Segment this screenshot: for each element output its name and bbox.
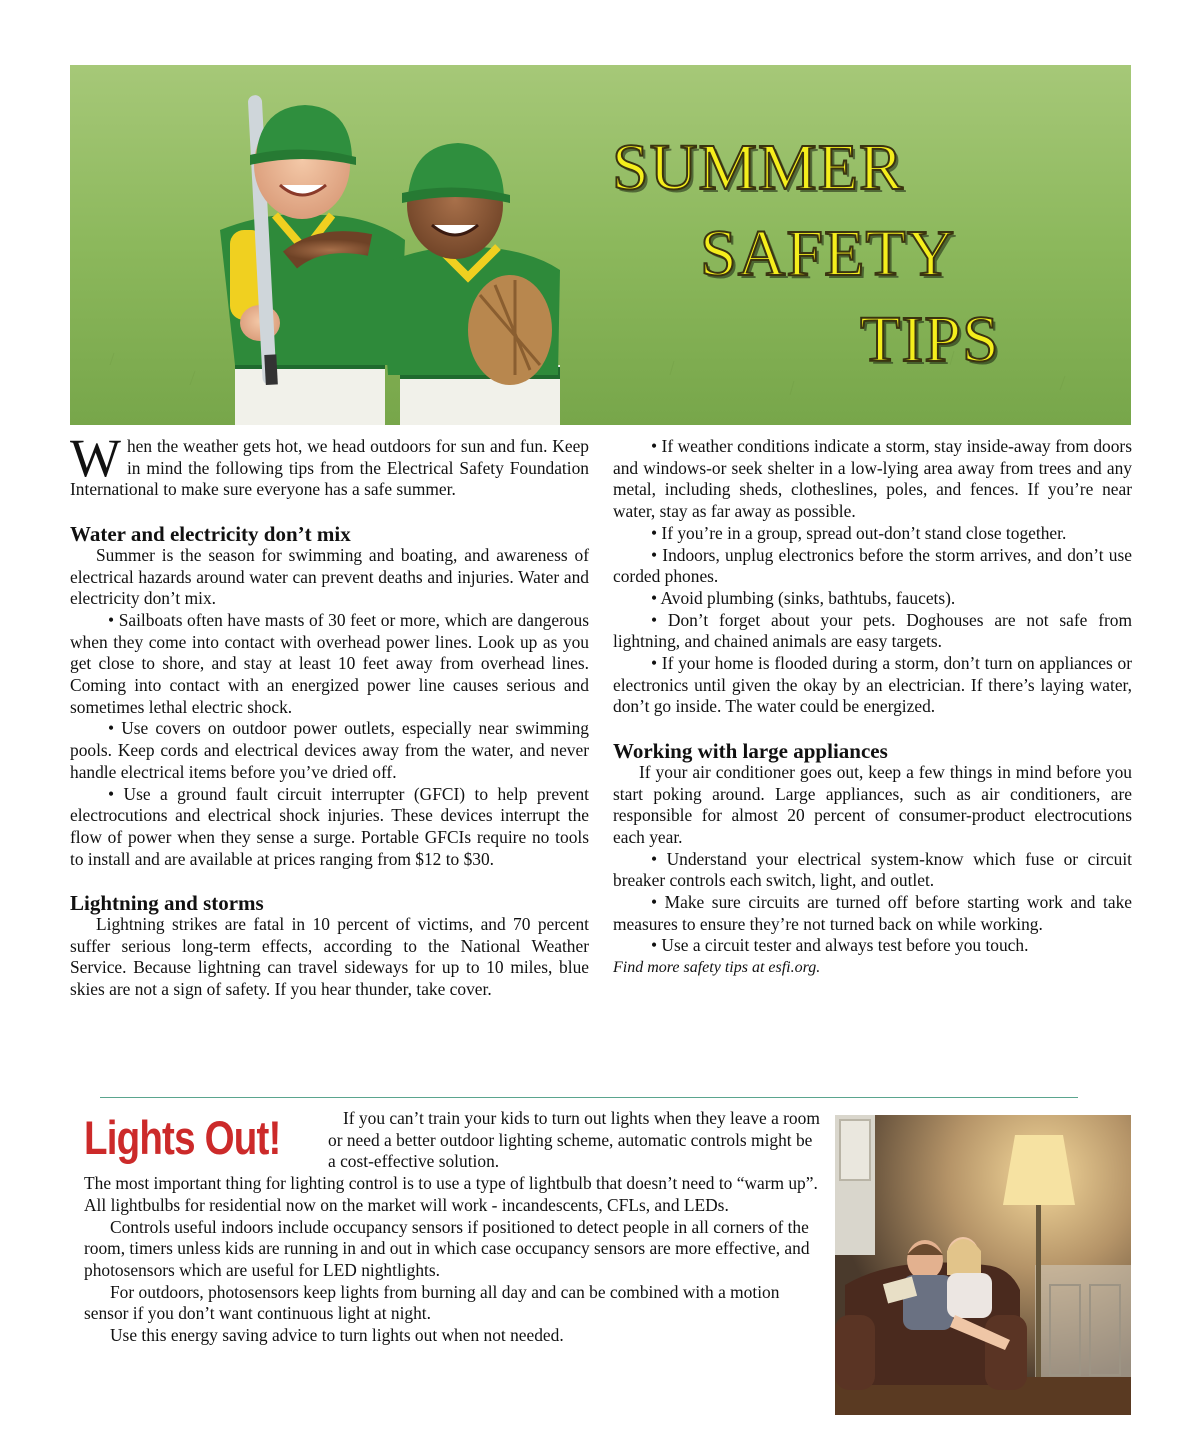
living-room-image <box>835 1115 1131 1415</box>
water-bullet-covers: • Use covers on outdoor power outlets, especially near swimming pools. Keep cords and electrical devices away from the water, and never handle electrical items before you’ve dried off. <box>70 718 589 782</box>
lights-out-para1-cont: The most important thing for lighting control is to use a type of lightbulb that doesn’t need to “warm up”. All lightbulbs for residential now on the market will work - incandescents, CFLs, and LEDs. <box>84 1173 818 1215</box>
lights-out-para1: If you can’t train your kids to turn out lights when they leave a room or need a better outdoor lighting scheme, automatic controls might be a cost-effective solution. <box>328 1108 820 1172</box>
lightning-bullet-flooded: • If your home is flooded during a storm, don’t turn on appliances or electronics until given the okay by an electrician. If there’s laying water, don’t go inside. The water could be energized. <box>613 653 1132 717</box>
hero-title-summer: SUMMER <box>612 131 905 204</box>
appliances-intro: If your air conditioner goes out, keep a few things in mind before you start poking around. Large appliances, such as air conditioners, are responsible for almost 20 percent of consumer-product electrocutions each year. <box>613 761 1132 847</box>
water-bullet-gfci: • Use a ground fault circuit interrupter (GFCI) to help prevent electrocutions and electrical shock injuries. These devices interrupt the flow of power when they sense a surge. Portable GFCIs require no tools to install and are available at prices ranging from $12 to $30. <box>70 783 589 869</box>
lights-out-para3: For outdoors, photosensors keep lights from burning all day and can be combined with a motion sensor if you don’t want continuous light at night. <box>84 1281 780 1324</box>
article-left-column <box>70 428 589 1001</box>
intro-paragraph: When the weather gets hot, we head outdoors for sun and fun. Keep in mind the following tips from the Electrical Safety Foundation International to make sure everyone has a safe summer. <box>70 428 589 500</box>
lightning-bullet-plumbing: • Avoid plumbing (sinks, bathtubs, faucets). <box>651 587 956 608</box>
article-right-column <box>613 436 1132 979</box>
lightning-bullet-pets: • Don’t forget about your pets. Doghouses are not safe from lightning, and chained animals are easy targets. <box>613 609 1132 652</box>
heading-water-electricity: Water and electricity don’t mix <box>70 521 351 546</box>
heading-lightning: Lightning and storms <box>70 891 264 916</box>
section-divider <box>100 1097 1078 1098</box>
lightning-bullet-unplug: • Indoors, unplug electronics before the storm arrives, and don’t use corded phones. <box>613 544 1132 587</box>
appliances-bullet-circuits: • Make sure circuits are turned off before starting work and take measures to ensure they’re not turned back on while working. <box>613 892 1132 934</box>
heading-appliances: Working with large appliances <box>613 738 888 763</box>
lightning-bullet-group: • If you’re in a group, spread out-don’t stand close together. <box>651 522 1067 543</box>
hero-title-tips: TIPS <box>860 303 1000 376</box>
water-intro: Summer is the season for swimming and boating, and awareness of electrical hazards around water can prevent deaths and injuries. Water and electricity don’t mix. <box>70 544 589 609</box>
lights-out-para2: Controls useful indoors include occupancy sensors if positioned to detect people in all corners of the room, timers unless kids are running in and out in which case occupancy sensors are more effective, and photosensors which are useful for LED nightlights. <box>84 1216 810 1280</box>
lightning-bullet-stay-inside: • If weather conditions indicate a storm, stay inside-away from doors and windows-or seek shelter in a low-lying area away from trees and any metal, including sheds, clotheslines, poles, and fences. If you’re near water, stay as far away as possible. <box>613 436 1132 522</box>
lights-out-body <box>84 1108 824 1347</box>
water-bullet-sailboats: • Sailboats often have masts of 30 feet or more, which are dangerous when they come into contact with overhead power lines. Look up as you get close to shore, and stay at least 10 feet away from overhead lines. Coming into contact with an energized power line causes serious and sometimes lethal electric shock. <box>70 609 589 717</box>
hero-title-safety: SAFETY <box>700 217 956 290</box>
lights-out-title: Lights Out! <box>84 1111 281 1164</box>
kids-reading-lamp-photo <box>835 1115 1131 1415</box>
appliances-bullet-system: • Understand your electrical system-know which fuse or circuit breaker controls each switch, light, and outlet. <box>613 848 1132 891</box>
lightning-intro: Lightning strikes are fatal in 10 percent of victims, and 70 percent suffer serious long-term effects, according to the National Weather Service. Because lightning can travel sideways for up to 10 miles, blue skies are not a sign of safety. If you hear thunder, take cover. <box>70 914 589 1000</box>
lights-out-para4: Use this energy saving advice to turn lights out when not needed. <box>110 1325 564 1346</box>
hero-banner <box>70 65 1131 425</box>
appliances-bullet-tester: • Use a circuit tester and always test before you touch. <box>651 935 1029 956</box>
esfi-link-note: Find more safety tips at esfi.org. <box>613 959 821 977</box>
drop-cap: W <box>70 428 121 488</box>
